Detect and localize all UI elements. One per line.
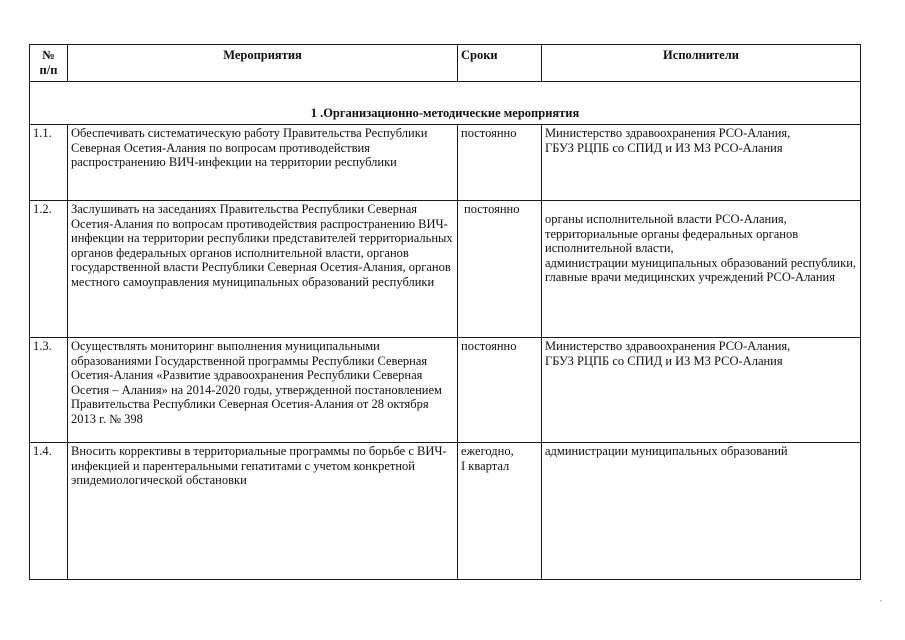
table-row xyxy=(30,443,861,580)
table-header-row xyxy=(30,45,861,82)
section-title: 1 .Организационно-методические мероприятия xyxy=(30,82,861,125)
row-activity: Осуществлять мониторинг выполнения муниципальными образованиями Государственной программы Республики Северная Осетия-Алания «Развитие здравоохранения Республики Северная Осетия – Алания» на 2014-2020 годы, утвержденной постановлением Правительства Республики Северная Осетия-Алания от 28 октября 2013 г. № 398 xyxy=(68,338,458,443)
row-term: ежегодно, I квартал xyxy=(458,443,542,580)
table-row xyxy=(30,338,861,443)
row-executor: администрации муниципальных образований xyxy=(542,443,861,580)
row-term: постоянно xyxy=(458,125,542,201)
row-executor: Министерство здравоохранения РСО-Алания, ГБУЗ РЦПБ со СПИД и ИЗ МЗ РСО-Алания xyxy=(542,125,861,201)
activities-table xyxy=(29,44,861,580)
row-number: 1.2. xyxy=(30,201,68,338)
row-number: 1.4. xyxy=(30,443,68,580)
header-terms: Сроки xyxy=(458,45,542,82)
row-term: постоянно xyxy=(458,338,542,443)
section-row xyxy=(30,82,861,125)
row-executor: Министерство здравоохранения РСО-Алания, ГБУЗ РЦПБ со СПИД и ИЗ МЗ РСО-Алания xyxy=(542,338,861,443)
header-activities: Мероприятия xyxy=(68,45,458,82)
header-executors: Исполнители xyxy=(542,45,861,82)
row-activity: Заслушивать на заседаниях Правительства Республики Северная Осетия-Алания по вопросам противодействия распространению ВИЧ-инфекции на территории республики представителей территориальных органов федеральных органов исполнительной власти, органов государственной власти Республики Северная Осетия-Алания, органов местного самоуправления муниципальных образований республики xyxy=(68,201,458,338)
row-number: 1.3. xyxy=(30,338,68,443)
row-activity: Обеспечивать систематическую работу Правительства Республики Северная Осетия-Алания по вопросам противодействия распространению ВИЧ-инфекции на территории республики xyxy=(68,125,458,201)
header-number: № п/п xyxy=(30,45,68,82)
row-executor: органы исполнительной власти РСО-Алания, территориальные органы федеральных органов исполнительной власти, администрации муниципальных образований республики, главные врачи медицинских учреждений РСО-Алания xyxy=(542,201,861,338)
table-row xyxy=(30,125,861,201)
row-activity: Вносить коррективы в территориальные программы по борьбе с ВИЧ-инфекцией и парентеральными гепатитами с учетом конкретной эпидемиологической обстановки xyxy=(68,443,458,580)
row-term: постоянно xyxy=(458,201,542,338)
table-row xyxy=(30,201,861,338)
row-number: 1.1. xyxy=(30,125,68,201)
scan-speck xyxy=(880,600,882,602)
